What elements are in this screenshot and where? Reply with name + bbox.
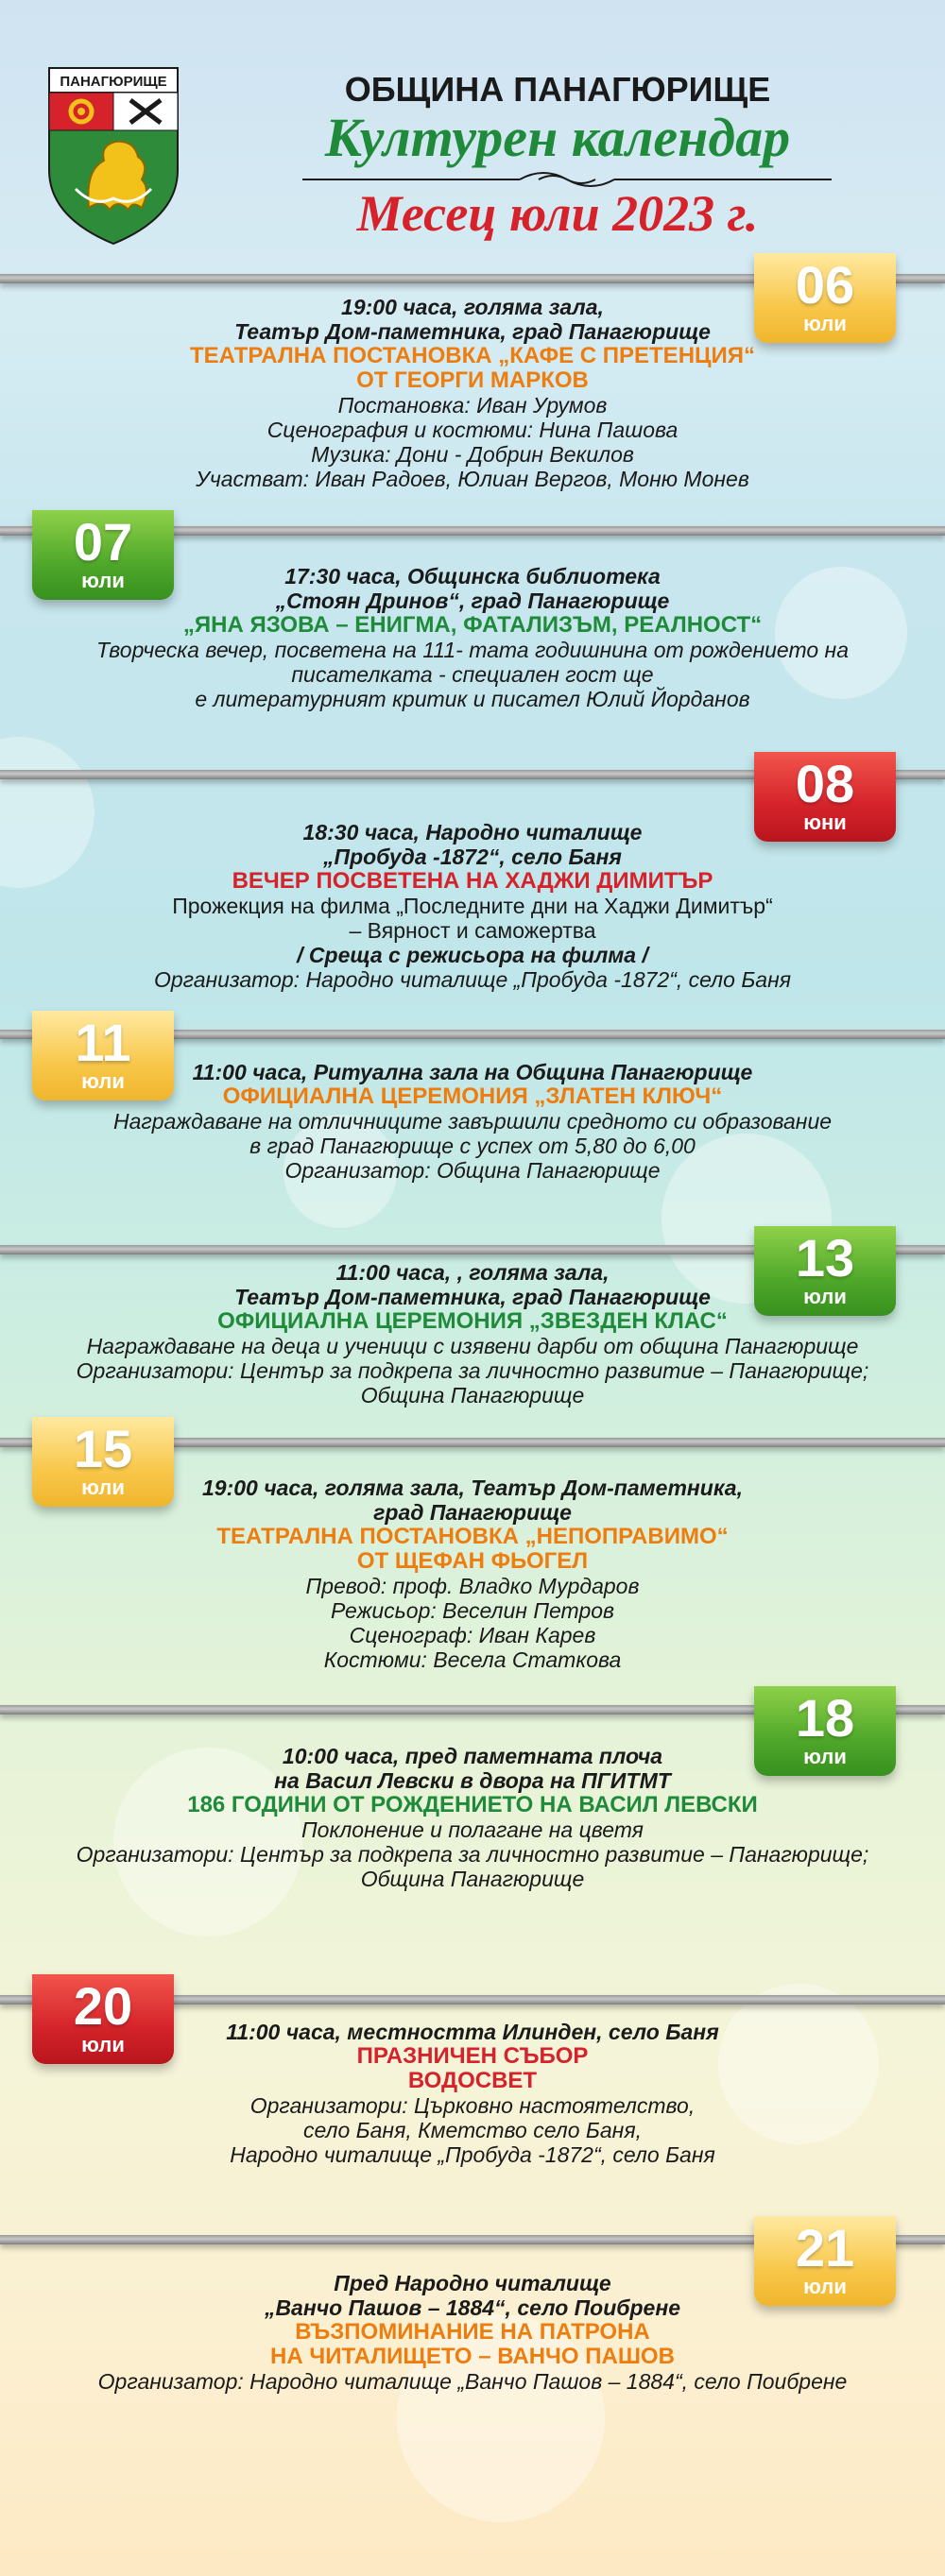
event-detail: Превод: проф. Владко Мурдаров xyxy=(305,1574,640,1598)
event-detail: Поклонение и полагане на цветя xyxy=(301,1817,644,1842)
event-title: НА ЧИТАЛИЩЕТО – ВАНЧО ПАШОВ xyxy=(270,2344,675,2369)
event-block xyxy=(0,2020,945,2167)
event-detail: Награждаване на отличниците завършили средното си образование xyxy=(112,1109,833,1134)
event-title: ОТ ЩЕФАН ФЬОГЕЛ xyxy=(356,1548,589,1574)
event-block xyxy=(0,1744,945,1891)
event-detail: Сценография и костюми: Нина Пашова xyxy=(266,418,679,442)
event-time-place: град Панагюрище xyxy=(373,1500,572,1525)
event-time-place: Театър Дом-паметника, град Панагюрище xyxy=(234,319,711,344)
event-detail: село Баня, Кметство село Баня, xyxy=(302,2118,643,2142)
event-time-place: 18:30 часа, Народно читалище xyxy=(302,820,643,844)
badge-month: юли xyxy=(803,1285,847,1308)
event-block xyxy=(0,295,945,491)
event-detail: Организатори: Църковно настоятелство, xyxy=(249,2093,696,2118)
event-detail: – Вярност и саможертва xyxy=(349,918,596,943)
event-title: ОФИЦИАЛНА ЦЕРЕМОНИЯ „ЗВЕЗДЕН КЛАС“ xyxy=(217,1308,728,1334)
event-detail: е литературният критик и писател Юлий Йорданов xyxy=(195,687,750,711)
event-time-place: „Стоян Дринов“, град Панагюрище xyxy=(275,589,670,613)
event-title: ОФИЦИАЛНА ЦЕРЕМОНИЯ „ЗЛАТЕН КЛЮЧ“ xyxy=(222,1083,723,1109)
event-time-place: „Пробуда -1872“, село Баня xyxy=(323,844,622,869)
event-title: ВЕЧЕР ПОСВЕТЕНА НА ХАДЖИ ДИМИТЪР xyxy=(232,868,713,894)
event-title: „ЯНА ЯЗОВА – ЕНИГМА, ФАТАЛИЗЪМ, РЕАЛНОСТ“ xyxy=(182,612,763,638)
badge-month: юли xyxy=(803,2275,847,2298)
event-title: ВЪЗПОМИНАНИЕ НА ПАТРОНА xyxy=(295,2319,650,2345)
event-time-place: на Васил Левски в двора на ПГИТМТ xyxy=(274,1768,671,1793)
badge-day: 15 xyxy=(73,1419,133,1478)
badge-month: юни xyxy=(803,810,847,834)
badge-day: 07 xyxy=(73,512,133,571)
badge-month: юли xyxy=(803,312,847,335)
badge-day: 08 xyxy=(795,754,855,813)
crest-label: ПАНАГЮРИЩЕ xyxy=(60,74,167,90)
event-detail: Организатор: Народно читалище „Ванчо Пашов – 1884“, село Поибрене xyxy=(97,2369,848,2394)
event-detail: в град Панагюрище с успех от 5,80 до 6,00 xyxy=(249,1134,696,1158)
event-detail: Организатори: Център за подкрепа за личностно развитие – Панагюрище; xyxy=(76,1842,869,1867)
calendar-title: Културен календар xyxy=(324,107,791,168)
badge-day: 18 xyxy=(795,1688,855,1748)
event-time-place: 11:00 часа, , голяма зала, xyxy=(335,1260,610,1285)
event-block xyxy=(0,1260,945,1407)
event-time-place: 10:00 часа, пред паметната плоча xyxy=(282,1744,663,1768)
event-detail: Музика: Дони - Добрин Векилов xyxy=(311,442,634,467)
event-title: ВОДОСВЕТ xyxy=(407,2068,538,2093)
event-block xyxy=(0,1476,945,1672)
badge-month: юли xyxy=(81,1069,125,1093)
badge-day: 11 xyxy=(75,1013,131,1072)
badge-day: 20 xyxy=(73,1976,133,2036)
event-time-place: „Ванчо Пашов – 1884“, село Поибрене xyxy=(264,2295,681,2320)
event-detail: Организатори: Център за подкрепа за личностно развитие – Панагюрище; xyxy=(76,1358,869,1383)
event-detail: Постановка: Иван Урумов xyxy=(337,393,608,418)
event-detail: писателката - специален гост ще xyxy=(291,662,654,687)
badge-month: юли xyxy=(803,1745,847,1768)
event-title: ПРАЗНИЧЕН СЪБОР xyxy=(356,2043,589,2069)
badge-day: 21 xyxy=(795,2218,855,2277)
event-detail: / Среща с режисьора на филма / xyxy=(297,943,648,967)
badge-month: юли xyxy=(81,1476,125,1499)
event-time-place: 11:00 часа, местността Илинден, село Баня xyxy=(226,2020,719,2044)
event-time-place: 17:30 часа, Общинска библиотека xyxy=(284,564,661,589)
event-detail: Организатор: Народно читалище „Пробуда -1872“, село Баня xyxy=(153,967,792,992)
badge-month: юли xyxy=(81,569,125,592)
crest-icon xyxy=(47,66,180,246)
event-time-place: Театър Дом-паметника, град Панагюрище xyxy=(234,1285,711,1309)
event-title: 186 ГОДИНИ ОТ РОЖДЕНИЕТО НА ВАСИЛ ЛЕВСКИ xyxy=(187,1792,758,1817)
event-time-place: 19:00 часа, голяма зала, xyxy=(341,295,604,319)
event-title: ОТ ГЕОРГИ МАРКОВ xyxy=(356,367,589,393)
event-detail: Костюми: Весела Статкова xyxy=(323,1647,622,1672)
event-time-place: 11:00 часа, Ритуална зала на Община Панагюрище xyxy=(192,1060,753,1084)
event-detail: Награждаване на деца и ученици с изявени дарби от община Панагюрище xyxy=(86,1334,859,1358)
event-block xyxy=(0,564,945,711)
municipality-title: ОБЩИНА ПАНАГЮРИЩЕ xyxy=(344,70,771,109)
event-detail: Народно читалище „Пробуда -1872“, село Баня xyxy=(230,2142,715,2167)
month-title: Месец юли 2023 г. xyxy=(356,185,759,242)
event-detail: Участват: Иван Радоев, Юлиан Вергов, Моню Монев xyxy=(196,467,749,491)
event-detail: Сценограф: Иван Карев xyxy=(349,1623,596,1647)
event-detail: Режисьор: Веселин Петров xyxy=(330,1598,615,1623)
event-detail: Прожекция на филма „Последните дни на Хаджи Димитър“ xyxy=(172,894,773,918)
event-title: ТЕАТРАЛНА ПОСТАНОВКА „НЕПОПРАВИМО“ xyxy=(216,1524,729,1549)
event-time-place: 19:00 часа, голяма зала, Театър Дом-паметника, xyxy=(202,1476,743,1500)
event-block xyxy=(0,1060,945,1183)
badge-month: юли xyxy=(81,2033,125,2056)
event-title: ТЕАТРАЛНА ПОСТАНОВКА „КАФЕ С ПРЕТЕНЦИЯ“ xyxy=(189,343,756,368)
event-block xyxy=(0,2271,945,2394)
event-time-place: Пред Народно читалище xyxy=(334,2271,611,2295)
event-detail: Организатор: Община Панагюрище xyxy=(284,1158,661,1183)
event-detail: Творческа вечер, посветена на 111- тата годишнина от рождението на xyxy=(96,638,849,662)
badge-day: 06 xyxy=(795,255,855,315)
page-header xyxy=(0,0,945,246)
event-detail: Община Панагюрище xyxy=(360,1383,585,1407)
event-detail: Община Панагюрище xyxy=(360,1867,585,1891)
event-block xyxy=(0,820,945,992)
coat-of-arms-logo xyxy=(47,66,180,246)
badge-day: 13 xyxy=(795,1228,855,1288)
